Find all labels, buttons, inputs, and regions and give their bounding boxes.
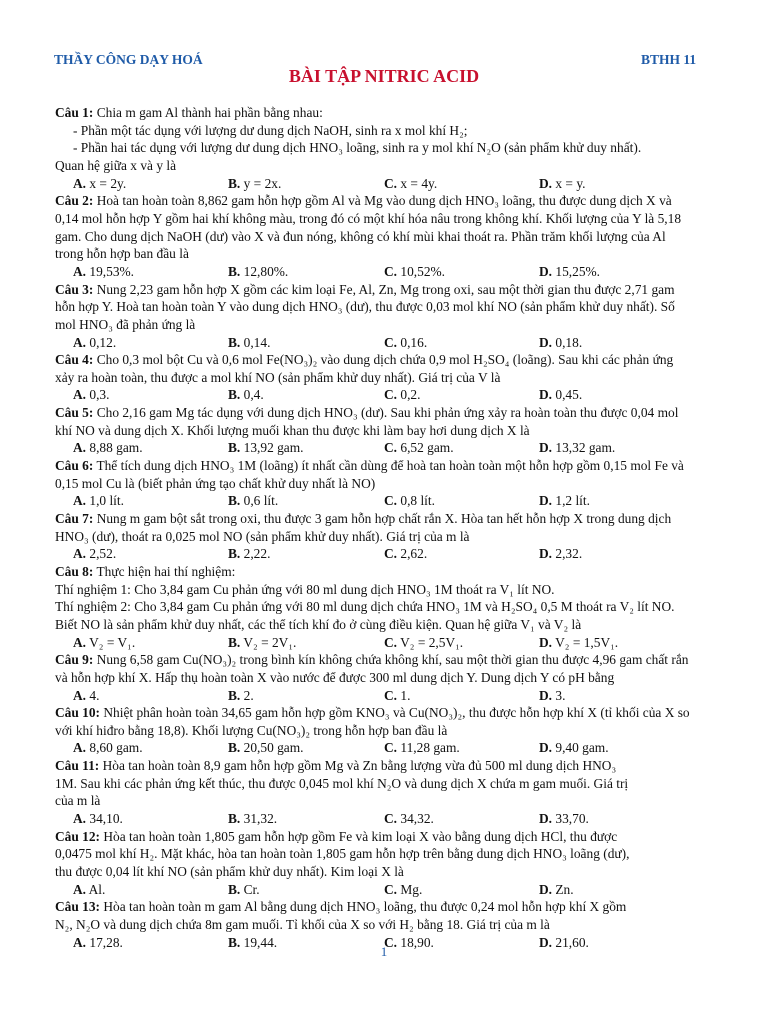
option-c	[384, 439, 454, 457]
option-letter: A.	[73, 687, 87, 703]
option-text: 3.	[552, 687, 566, 703]
question-text: Nung m gam bột sắt trong oxi, thu được 3 gam hỗn hợp chất rắn X. Hòa tan hết hỗn hợp X trong dung dịch	[96, 511, 672, 526]
question-text: Biết NO là sản phẩm khử duy nhất, các thể tích khí đo ở cùng điều kiện. Quan hệ giữa V₁ và V₂ là	[55, 616, 582, 632]
question-text: khí NO và dung dịch X. Khối lượng muối khan thu được khi làm bay hơi dung dịch X là	[55, 422, 530, 438]
question-text: xảy ra hoàn toàn, thu được a mol khí NO (sản phẩm khử duy nhất). Giá trị của V là	[55, 369, 501, 385]
option-text: 21,60.	[552, 934, 589, 950]
option-text: x = y.	[552, 175, 586, 191]
option-d	[539, 545, 582, 563]
option-text: 2,22.	[240, 546, 271, 562]
option-letter: B.	[228, 811, 241, 827]
question-text: Nung 2,23 gam hỗn hợp X gồm các kim loại Fe, Al, Zn, Mg trong oxi, sau một thời gian thu được 2,71 gam	[96, 281, 675, 297]
question-text-line	[55, 510, 718, 528]
option-letter: A.	[73, 546, 87, 562]
answer-options	[55, 739, 718, 757]
question-block	[55, 281, 718, 352]
option-letter: B.	[228, 634, 241, 650]
option-text: 8,88 gam.	[86, 440, 143, 456]
option-letter: D.	[539, 175, 553, 191]
option-text: 10,52%.	[397, 263, 446, 279]
question-block	[55, 757, 718, 828]
question-text-line	[55, 775, 718, 793]
page-number: 1	[380, 944, 388, 959]
question-block	[55, 563, 718, 651]
question-block	[55, 104, 718, 192]
option-b	[228, 739, 304, 757]
question-text-line	[55, 422, 718, 440]
option-letter: A.	[73, 440, 87, 456]
option-text: 0,45.	[552, 387, 583, 403]
option-b	[228, 334, 270, 352]
option-text: 0,18.	[552, 334, 583, 350]
option-b	[228, 175, 281, 193]
question-text: 0,15 mol Cu là (biết phản ứng tạo chất khử duy nhất là NO)	[55, 475, 376, 491]
question-block	[55, 828, 718, 899]
option-b	[228, 810, 277, 828]
answer-options	[55, 175, 718, 193]
option-text: 2,52.	[86, 546, 117, 562]
option-a	[73, 687, 99, 705]
option-b	[228, 881, 260, 899]
question-text-line	[55, 704, 718, 722]
question-text-line	[55, 298, 718, 316]
option-a	[73, 881, 105, 899]
question-block	[55, 192, 718, 280]
option-text: 31,32.	[240, 811, 278, 827]
question-text-line	[55, 828, 718, 846]
question-text-line	[55, 245, 718, 263]
option-text: 19,44.	[240, 934, 278, 950]
option-c	[384, 739, 460, 757]
option-text: 33,70.	[552, 811, 589, 827]
option-a	[73, 545, 116, 563]
option-b	[228, 634, 296, 652]
question-text-line	[55, 281, 718, 299]
question-text-line	[55, 792, 718, 810]
question-text: Thí nghiệm 1: Cho 3,84 gam Cu phản ứng với 80 ml dung dịch HNO₃ 1M thoát ra V₁ lít NO.	[55, 581, 555, 597]
option-letter: B.	[228, 334, 241, 350]
question-text: Thực hiện hai thí nghiệm:	[96, 563, 236, 579]
option-a	[73, 263, 134, 281]
question-text-line	[55, 581, 718, 599]
option-text: V₂ = 2V₁.	[240, 634, 297, 650]
option-b	[228, 687, 254, 705]
option-c	[384, 492, 435, 510]
question-label: Câu 3:	[55, 281, 94, 297]
question-text-line	[55, 669, 718, 687]
option-letter: D.	[539, 263, 553, 279]
option-b	[228, 263, 288, 281]
question-block	[55, 351, 718, 404]
option-letter: B.	[228, 687, 241, 703]
option-a	[73, 634, 135, 652]
option-text: 0,8 lít.	[397, 493, 435, 509]
option-letter: C.	[384, 263, 398, 279]
question-text: Quan hệ giữa x và y là	[55, 157, 177, 173]
question-label: Câu 10:	[55, 705, 101, 721]
question-block	[55, 457, 718, 510]
option-text: Al.	[86, 881, 106, 897]
answer-options	[55, 881, 718, 899]
option-text: 2.	[240, 687, 254, 703]
option-text: 4.	[86, 687, 100, 703]
option-text: x = 2y.	[86, 175, 127, 191]
option-letter: D.	[539, 440, 553, 456]
question-text-line	[55, 228, 718, 246]
option-text: 1,2 lít.	[552, 493, 590, 509]
question-list	[55, 104, 718, 951]
question-text-line	[55, 316, 718, 334]
option-text: Zn.	[552, 881, 574, 897]
option-text: 0,2.	[397, 387, 421, 403]
question-text: Thể tích dung dịch HNO₃ 1M (loãng) ít nhất cần dùng để hoà tan hoàn toàn một hỗn hợp gồm 0,15 mol Fe và	[96, 458, 684, 474]
question-text-line	[55, 192, 718, 210]
answer-options	[55, 492, 718, 510]
question-text: - Phần hai tác dụng với lượng dư dung dịch HNO₃ loãng, sinh ra y mol khí N₂O (sản phẩm khử duy nhất).	[73, 140, 642, 156]
option-letter: D.	[539, 334, 553, 350]
option-letter: B.	[228, 493, 241, 509]
option-a	[73, 386, 109, 404]
question-text-line	[55, 475, 718, 493]
question-text-line	[55, 863, 718, 881]
header-code: BTHH 11	[641, 52, 697, 67]
question-text-line	[55, 457, 718, 475]
option-letter: C.	[384, 811, 398, 827]
option-text: x = 4y.	[397, 175, 438, 191]
option-letter: C.	[384, 387, 398, 403]
question-text: Nung 6,58 gam Cu(NO₃)₂ trong bình kín không chứa không khí, sau một thời gian thu được 4,96 gam chất rắn	[96, 652, 689, 668]
option-text: 0,3.	[86, 387, 110, 403]
option-letter: C.	[384, 881, 398, 897]
option-text: 19,53%.	[86, 263, 135, 279]
option-text: 17,28.	[86, 934, 123, 950]
option-c	[384, 263, 445, 281]
answer-options	[55, 634, 718, 652]
question-label: Câu 7:	[55, 511, 94, 526]
option-letter: B.	[228, 881, 241, 897]
option-c	[384, 545, 427, 563]
option-c	[384, 386, 420, 404]
option-b	[228, 439, 304, 457]
question-label: Câu 9:	[55, 652, 94, 668]
option-text: 15,25%.	[552, 263, 601, 279]
option-letter: C.	[384, 740, 398, 756]
question-text-line	[55, 916, 718, 934]
option-text: 34,10.	[86, 811, 123, 827]
question-text-line	[55, 598, 718, 616]
option-text: 0,12.	[86, 334, 117, 350]
answer-options	[55, 263, 718, 281]
option-letter: C.	[384, 934, 398, 950]
answer-options	[55, 687, 718, 705]
option-text: 0,4.	[240, 387, 264, 403]
question-text: và hỗn hợp khí X. Hấp thụ hoàn toàn X vào nước để được 300 ml dung dịch Y. Dung dịch Y có pH bằng	[55, 669, 615, 685]
question-text: hỗn hợp Y. Hoà tan hoàn toàn Y vào dung dịch HNO₃ (dư), thu được 0,03 mol khí NO (sản phẩm khử duy nhất). Số	[55, 299, 675, 315]
option-letter: A.	[73, 934, 87, 950]
option-text: 0,14.	[240, 334, 271, 350]
question-label: Câu 6:	[55, 458, 94, 474]
question-text-line	[55, 104, 718, 122]
option-letter: A.	[73, 334, 87, 350]
option-text: y = 2x.	[240, 175, 282, 191]
answer-options	[55, 386, 718, 404]
option-text: 8,60 gam.	[86, 740, 143, 756]
option-text: 18,90.	[397, 934, 434, 950]
question-text-line	[55, 757, 718, 775]
option-text: V₂ = V₁.	[86, 634, 136, 650]
question-text: Cho 2,16 gam Mg tác dụng với dung dịch HNO₃ (dư). Sau khi phản ứng xảy ra hoàn toàn thu được 0,04 mol	[96, 405, 679, 421]
question-text-line	[55, 651, 718, 669]
option-text: 13,92 gam.	[240, 440, 304, 456]
option-text: 11,28 gam.	[397, 740, 460, 756]
question-text: - Phần một tác dụng với lượng dư dung dịch NaOH, sinh ra x mol khí H₂;	[73, 122, 468, 138]
option-letter: B.	[228, 546, 241, 562]
option-text: 0,16.	[397, 334, 428, 350]
question-block	[55, 704, 718, 757]
option-letter: A.	[73, 263, 87, 279]
option-letter: A.	[73, 811, 87, 827]
question-text-line	[55, 845, 718, 863]
option-text: 1.	[397, 687, 411, 703]
question-text: với khí hiđro bằng 18,8). Khối lượng Cu(NO₃)₂ trong hỗn hợp ban đầu là	[55, 722, 448, 738]
question-label: Câu 4:	[55, 352, 94, 368]
question-text: Hòa tan hoàn toàn 8,9 gam hỗn hợp gồm Mg và Zn bằng lượng vừa đủ 500 ml dung dịch HNO₃	[102, 758, 617, 774]
option-text: Mg.	[397, 881, 423, 897]
question-text-line	[55, 139, 718, 157]
question-text: Cho 0,3 mol bột Cu và 0,6 mol Fe(NO₃)₂ vào dung dịch chứa 0,9 mol H₂SO₄ (loãng). Sau khi các phản ứng	[96, 352, 674, 368]
option-letter: D.	[539, 687, 553, 703]
question-text: Hòa tan hoàn toàn m gam Al bằng dung dịch HNO₃ loãng, thu được 0,24 mol hỗn hợp khí X gồm	[103, 899, 627, 915]
question-text-line	[55, 616, 718, 634]
question-block	[55, 404, 718, 457]
option-text: 2,32.	[552, 546, 583, 562]
option-letter: D.	[539, 740, 553, 756]
option-d	[539, 634, 618, 652]
option-d	[539, 739, 609, 757]
option-a	[73, 439, 143, 457]
option-letter: C.	[384, 546, 398, 562]
question-text-line	[55, 351, 718, 369]
option-letter: C.	[384, 687, 398, 703]
question-label: Câu 1:	[55, 105, 94, 120]
question-label: Câu 12:	[55, 828, 101, 844]
option-b	[228, 492, 278, 510]
option-a	[73, 334, 116, 352]
option-letter: C.	[384, 493, 398, 509]
option-text: 9,40 gam.	[552, 740, 609, 756]
question-label: Câu 13:	[55, 899, 101, 915]
option-text: 20,50 gam.	[240, 740, 304, 756]
question-text-line	[55, 898, 718, 916]
question-text-line	[55, 404, 718, 422]
option-text: 2,62.	[397, 546, 428, 562]
question-block	[55, 510, 718, 563]
option-text: V₂ = 1,5V₁.	[552, 634, 619, 650]
question-text: 0,0475 mol khí H₂. Mặt khác, hòa tan hoàn toàn 1,805 gam hỗn hợp trên bằng dung dịch HNO₃ loãng (dư),	[55, 846, 630, 862]
question-text: Nhiệt phân hoàn toàn 34,65 gam hỗn hợp gồm KNO₃ và Cu(NO₃)₂, thu được hỗn hợp khí X (tỉ khối của X so	[103, 705, 690, 721]
option-text: 0,6 lít.	[240, 493, 279, 509]
answer-options	[55, 810, 718, 828]
question-text: HNO₃ (dư), thoát ra 0,025 mol NO (sản phẩm khử duy nhất). Giá trị của m là	[55, 528, 470, 544]
question-text: Hoà tan hoàn toàn 8,862 gam hỗn hợp gồm Al và Mg vào dung dịch HNO₃ loãng, thu được dung dịch X và	[96, 193, 672, 209]
option-letter: B.	[228, 175, 241, 191]
option-letter: A.	[73, 634, 87, 650]
option-b	[228, 386, 264, 404]
question-text: thu được 0,04 lít khí NO (sản phẩm khử duy nhất). Kim loại X là	[55, 864, 404, 880]
question-text-line	[55, 122, 718, 140]
option-letter: A.	[73, 740, 87, 756]
question-label: Câu 11:	[55, 758, 100, 774]
option-c	[384, 334, 427, 352]
question-text: trong hỗn hợp ban đầu là	[55, 246, 189, 262]
answer-options	[55, 439, 718, 457]
question-block	[55, 651, 718, 704]
option-d	[539, 439, 615, 457]
question-text-line	[55, 369, 718, 387]
question-text: N₂, N₂O và dung dịch chứa 8m gam muối. Tỉ khối của X so với H₂ bằng 18. Giá trị của m là	[55, 917, 550, 932]
question-label: Câu 2:	[55, 193, 94, 209]
option-c	[384, 175, 437, 193]
option-text: V₂ = 2,5V₁.	[397, 634, 464, 650]
option-letter: D.	[539, 934, 553, 950]
question-text-line	[55, 210, 718, 228]
option-d	[539, 492, 590, 510]
option-a	[73, 492, 124, 510]
option-letter: A.	[73, 175, 87, 191]
option-letter: B.	[228, 740, 241, 756]
question-text-line	[55, 528, 718, 546]
question-text: mol HNO₃ đã phản ứng là	[55, 316, 196, 332]
question-text-line	[55, 722, 718, 740]
option-letter: A.	[73, 881, 87, 897]
option-letter: B.	[228, 934, 241, 950]
option-d	[539, 687, 565, 705]
option-letter: D.	[539, 387, 553, 403]
option-c	[384, 810, 434, 828]
question-text: Thí nghiệm 2: Cho 3,84 gam Cu phản ứng với 80 ml dung dịch chứa HNO₃ 1M và H₂SO₄ 0,5 M thoát ra V₂ lít NO.	[55, 599, 675, 615]
option-c	[384, 634, 463, 652]
option-letter: D.	[539, 634, 553, 650]
option-letter: B.	[228, 440, 241, 456]
option-letter: C.	[384, 175, 398, 191]
option-text: 12,80%.	[240, 263, 289, 279]
option-d	[539, 175, 586, 193]
option-d	[539, 386, 582, 404]
page-title: BÀI TẬP NITRIC ACID	[288, 66, 480, 86]
option-letter: D.	[539, 546, 553, 562]
question-label: Câu 8:	[55, 563, 94, 579]
option-letter: A.	[73, 493, 87, 509]
question-text: của m là	[55, 793, 101, 809]
question-label: Câu 5:	[55, 405, 94, 421]
option-c	[384, 687, 410, 705]
option-c	[384, 881, 422, 899]
question-text-line	[55, 563, 718, 581]
option-a	[73, 175, 126, 193]
option-letter: B.	[228, 263, 241, 279]
question-text: Hòa tan hoàn toàn 1,805 gam hỗn hợp gồm Fe và kim loại X vào bằng dung dịch HCl, thu được	[103, 828, 618, 844]
question-text: gam. Cho dung dịch NaOH (dư) vào X và đun nóng, không có khí mùi khai thoát ra. Phần trăm khối lượng của Al	[55, 228, 666, 244]
option-d	[539, 881, 574, 899]
header-author: THẦY CÔNG DẠY HOÁ	[54, 52, 203, 67]
option-d	[539, 334, 582, 352]
option-letter: B.	[228, 387, 241, 403]
option-letter: A.	[73, 387, 87, 403]
option-a	[73, 810, 123, 828]
question-text-line	[55, 157, 718, 175]
option-a	[73, 739, 143, 757]
option-text: Cr.	[240, 881, 260, 897]
option-letter: D.	[539, 881, 553, 897]
option-text: 34,32.	[397, 811, 434, 827]
option-d	[539, 810, 589, 828]
option-text: 1,0 lít.	[86, 493, 124, 509]
option-letter: C.	[384, 634, 398, 650]
question-text: Chia m gam Al thành hai phần bằng nhau:	[96, 105, 323, 120]
question-text: 1M. Sau khi các phản ứng kết thúc, thu được 0,045 mol khí N₂O và dung dịch X chứa m gam muối. Giá trị	[55, 775, 629, 791]
option-text: 13,32 gam.	[552, 440, 616, 456]
option-b	[228, 545, 270, 563]
question-text: 0,14 mol hỗn hợp Y gồm hai khí không màu, trong đó có một khí hóa nâu trong không khí. Khối lượng của Y là 5,18	[55, 210, 682, 226]
option-letter: C.	[384, 440, 398, 456]
option-letter: D.	[539, 493, 553, 509]
answer-options	[55, 545, 718, 563]
option-letter: C.	[384, 334, 398, 350]
option-d	[539, 263, 600, 281]
answer-options	[55, 334, 718, 352]
option-text: 6,52 gam.	[397, 440, 454, 456]
option-letter: D.	[539, 811, 553, 827]
